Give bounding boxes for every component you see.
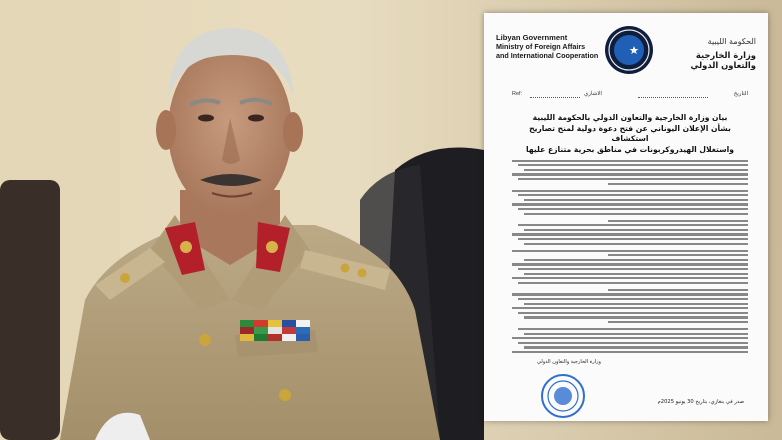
collar-tab-emblem-left — [180, 241, 192, 253]
text-line — [512, 263, 748, 265]
ref-label: Ref: — [512, 91, 523, 97]
government-emblem-icon — [604, 25, 654, 75]
collar-tab-emblem-right — [266, 241, 278, 253]
text-line — [524, 199, 748, 201]
statement-title — [510, 113, 750, 155]
text-line — [512, 233, 748, 235]
header-government-en: Libyan Government — [496, 33, 568, 42]
shoulder-insignia-left — [120, 273, 130, 283]
text-line — [518, 328, 748, 330]
date-label-ar: التاريخ — [733, 91, 748, 97]
text-line — [518, 312, 748, 314]
text-line — [608, 183, 748, 185]
text-line — [518, 208, 748, 210]
statement-title-line3: واستغلال الهيدروكربونات في مناطق بحرية متنازع عليها — [526, 144, 734, 154]
text-line — [512, 203, 748, 205]
document-header-en — [496, 33, 606, 60]
text-line — [518, 238, 748, 240]
text-line — [512, 277, 748, 279]
text-line — [518, 194, 748, 196]
text-line — [608, 321, 748, 323]
text-line — [518, 224, 748, 226]
text-line — [524, 333, 748, 335]
uniform-button-1 — [199, 334, 211, 346]
header-ministry-en-line2: and International Cooperation — [496, 51, 599, 60]
text-line — [524, 259, 748, 261]
shoulder-insignia-right-1 — [341, 264, 350, 273]
text-line — [518, 342, 748, 344]
statement-title-line2: بشأن الإعلان اليوناني عن فتح دعوة دولية لمنح تصاريح استكشاف — [529, 123, 731, 143]
ribbon-bars — [240, 320, 310, 341]
text-line — [512, 250, 748, 252]
text-line — [518, 164, 748, 166]
official-stamp-icon — [540, 373, 586, 419]
text-line — [524, 303, 748, 305]
text-line — [524, 229, 748, 231]
uniform-button-2 — [279, 389, 291, 401]
header-ministry-en-line1: Ministry of Foreign Affairs — [496, 42, 586, 51]
statement-title-line1: بيان وزارة الخارجية والتعاون الدولي بالحكومة الليبية — [532, 113, 728, 122]
text-line — [512, 190, 748, 192]
text-line — [524, 273, 748, 275]
document-statement — [484, 13, 768, 421]
ref-dotted-line — [530, 97, 580, 98]
text-line — [524, 346, 748, 348]
date-dotted-line — [638, 97, 708, 98]
text-line — [524, 316, 748, 318]
text-line — [608, 220, 748, 222]
ear-left — [156, 110, 176, 150]
document-header-ar — [660, 37, 756, 70]
header-ministry-ar: وزارة الخارجية والتعاون الدولي — [690, 50, 756, 70]
text-line — [512, 337, 748, 339]
text-line — [608, 254, 748, 256]
text-line — [524, 213, 748, 215]
text-line — [512, 293, 748, 295]
text-line — [518, 268, 748, 270]
chair-left — [0, 180, 60, 440]
signature-ministry: وزارة الخارجية والتعاون الدولي — [537, 359, 601, 365]
shoulder-insignia-right-2 — [358, 269, 367, 278]
text-line — [512, 160, 748, 162]
text-line — [524, 243, 748, 245]
text-line — [512, 307, 748, 309]
text-line — [518, 282, 748, 284]
ear-right — [283, 112, 303, 152]
text-line — [518, 298, 748, 300]
text-line — [512, 173, 748, 175]
issued-place-date: صدر في بنغازي، بتاريخ 30 يونيو 2025م — [657, 399, 744, 405]
eye-left — [198, 115, 214, 122]
text-line — [518, 178, 748, 180]
text-line — [524, 169, 748, 171]
text-line — [608, 289, 748, 291]
eye-right — [248, 115, 264, 122]
ref-label-ar: الاشاري — [584, 91, 602, 97]
header-government-ar: الحكومة الليبية — [707, 37, 756, 46]
reference-row — [512, 91, 748, 101]
text-line — [512, 351, 748, 353]
